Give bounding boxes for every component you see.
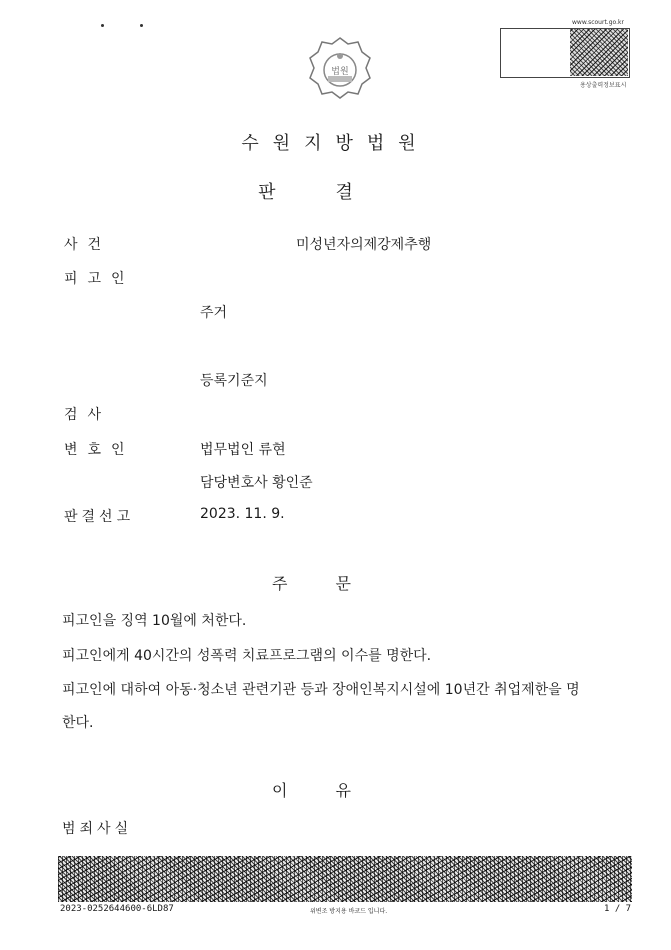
- qr-caption: 용상출력정보표시: [580, 82, 627, 89]
- order-heading: 주문: [272, 574, 399, 593]
- address-label: 주거: [200, 305, 228, 321]
- sentence-date: 2023. 11. 9.: [200, 506, 285, 522]
- crime-facts-heading: 범죄사실: [62, 821, 133, 837]
- order-line: 한다.: [62, 715, 94, 731]
- scan-dot: [140, 24, 143, 27]
- order-line: 피고인에게 40시간의 성폭력 치료프로그램의 이수를 명한다.: [62, 648, 432, 664]
- court-name: 수원지방법원: [241, 133, 430, 154]
- attorney-name: 담당변호사 황인준: [200, 475, 313, 491]
- case-label: 사건: [64, 237, 112, 253]
- scan-dot: [101, 24, 104, 27]
- prosecutor-label: 검사: [64, 407, 112, 423]
- svg-text:법원: 법원: [331, 67, 349, 77]
- court-seal-icon: [308, 36, 372, 100]
- reason-heading: 이유: [272, 781, 399, 800]
- case-value: 미성년자의제강제추행: [296, 237, 432, 253]
- defendant-label: 피고인: [64, 271, 135, 287]
- qr-site-text: www.scourt.go.kr: [572, 19, 624, 26]
- order-line: 피고인을 징역 10월에 처한다.: [62, 613, 247, 629]
- document-title: 판결: [258, 182, 413, 203]
- page-number: 1 / 7: [604, 904, 632, 914]
- registration-label: 등록기준지: [200, 373, 268, 389]
- document-code: 2023-0252644600-6LD87: [60, 904, 174, 914]
- qr-code: [570, 29, 628, 76]
- anti-forgery-barcode: [58, 856, 632, 902]
- sentence-date-label: 판결선고: [64, 509, 135, 525]
- law-firm: 법무법인 류현: [200, 442, 286, 458]
- order-line: 피고인에 대하여 아동·청소년 관련기관 등과 장애인복지시설에 10년간 취업제한을 명: [62, 682, 580, 698]
- barcode-notice: 위변조 방지용 바코드 입니다.: [310, 908, 388, 915]
- attorney-label: 변호인: [64, 442, 135, 458]
